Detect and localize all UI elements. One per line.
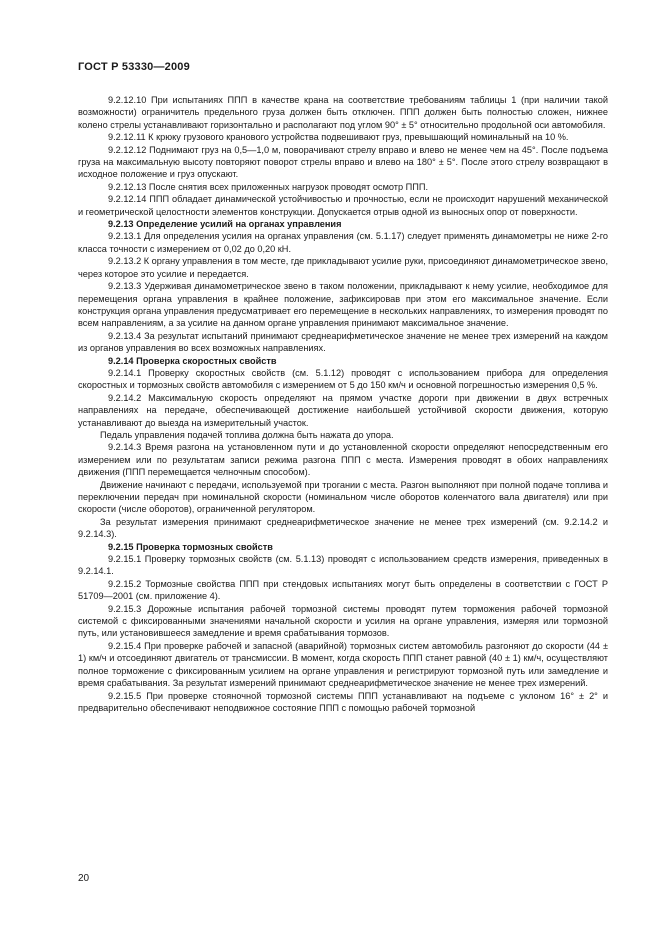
paragraph-9-2-14-3: 9.2.14.3 Время разгона на установленном пути и до установленной скорости определяют непосредственным его измерением или по результатам записи режима разгона ППП с места. Измерения проводят в обоих направлениях движения (ППП перемещается челночным способом). <box>78 442 608 478</box>
paragraph-9-2-15-1: 9.2.15.1 Проверку тормозных свойств (см. 5.1.13) проводят с использованием средств измерения, приведенных в 9.2.14.1. <box>78 554 608 577</box>
paragraph-9-2-13-1: 9.2.13.1 Для определения усилия на органах управления (см. 5.1.17) следует применять динамометры не ниже 2-го класса точности с измерением от 0,02 до 0,20 кН. <box>78 231 608 254</box>
paragraph-9-2-15-4: 9.2.15.4 При проверке рабочей и запасной (аварийной) тормозных систем автомобиль разгоняют до скорости (44 ± 1) км/ч и отсоединяют двигатель от трансмиссии. В момент, когда скорость ППП станет равной (40 ± 1) км/ч, осуществляют полное торможение с фиксированным усилием на органе управления и регистрируют тормозной путь или замедление и время срабатывания. За результат измерений принимают среднеарифметическое значение не менее трех измерений. <box>78 640 608 689</box>
document-header: ГОСТ Р 53330—2009 <box>78 61 190 73</box>
paragraph-9-2-13-2: 9.2.13.2 К органу управления в том месте, где прикладывают усилие руки, присоединяют динамометрическое звено, через которое это усилие и передается. <box>78 256 608 279</box>
paragraph-result: За результат измерения принимают среднеарифметическое значение не менее трех измерений (см. 9.2.14.2 и 9.2.14.3). <box>78 516 608 540</box>
section-heading-9-2-13: 9.2.13 Определение усилий на органах управления <box>108 219 342 230</box>
paragraph-9-2-12-14: 9.2.12.14 ППП обладает динамической устойчивостью и прочностью, если не происходит нарушений механической и геометрической целостности элементов конструкции. Допускается отрыв одной из выносных опор от поверхности. <box>78 194 608 217</box>
paragraph-9-2-12-11: 9.2.12.11 К крюку грузового кранового устройства подвешивают груз, превышающий номинальный на 10 %. <box>108 132 569 143</box>
paragraph-9-2-15-2: 9.2.15.2 Тормозные свойства ППП при стендовых испытаниях могут быть определены в соответствии с ГОСТ Р 51709—2001 (см. приложение 4). <box>78 578 608 602</box>
paragraph-9-2-12-12: 9.2.12.12 Поднимают груз на 0,5—1,0 м, поворачивают стрелу вправо и влево не менее чем на 45°. После подъема груза на максимальную высоту повторяют поворот стрелы вправо и влево на 180° ± 5°. После этого стрелу возвращают в исходное положение и груз опускают. <box>78 144 608 180</box>
paragraph-9-2-12-10: 9.2.12.10 При испытаниях ППП в качестве крана на соответствие требованиям таблицы 1 (при наличии такой возможности) ограничитель предельного груза должен быть отключен. ППП должен быть полностью сложен, нижнее колено стрелы устанавливают горизонтально и располагают под углом 90° ± 5° относительно продольной оси автомобиля. <box>78 95 608 130</box>
paragraph-9-2-13-4: 9.2.13.4 За результат испытаний принимают среднеарифметическое значение не менее трех измерений на каждом из органов управления во всех возможных направлениях. <box>78 330 608 354</box>
paragraph-movement: Движение начинают с передачи, используемой при трогании с места. Разгон выполняют при полной подаче топлива и переключении передач при номинальной скорости (номинальном числе оборотов коленчатого вала двигателя) или при скорости (числе оборотов), ограниченной регулятором. <box>78 479 608 515</box>
paragraph-9-2-15-3: 9.2.15.3 Дорожные испытания рабочей тормозной системы проводят путем торможения рабочей тормозной системой с фиксированными значениями начальной скорости и усилия на органе управления, измеряя или тормозной путь, или установившееся замедление и время срабатывания тормозов. <box>78 603 608 639</box>
paragraph-pedal: Педаль управления подачей топлива должна быть нажата до упора. <box>100 429 394 440</box>
paragraph-9-2-15-5: 9.2.15.5 При проверке стояночной тормозной системы ППП устанавливают на подъеме с уклоном 16° ± 2° и предварительно обеспечивают неподвижное состояние ППП с помощью рабочей тормозной <box>78 690 608 713</box>
section-heading-9-2-15: 9.2.15 Проверка тормозных свойств <box>108 541 273 552</box>
paragraph-9-2-14-2: 9.2.14.2 Максимальную скорость определяют на прямом участке дороги при движении в двух встречных направлениях на передаче, обеспечивающей достижение наибольшей устойчивой скорости движения, которую устанавливают до выезда на измерительный участок. <box>78 392 608 428</box>
paragraph-9-2-14-1: 9.2.14.1 Проверку скоростных свойств (см. 5.1.12) проводят с использованием прибора для определения скоростных и тормозных свойств автомобиля с измерением от 5 до 150 км/ч и основной погрешностью измерения 0,5 %. <box>78 367 608 391</box>
paragraph-9-2-12-13: 9.2.12.13 После снятия всех приложенных нагрузок проводят осмотр ППП. <box>108 181 429 192</box>
page-number: 20 <box>78 873 90 884</box>
document-body <box>78 94 608 714</box>
section-heading-9-2-14: 9.2.14 Проверка скоростных свойств <box>108 355 277 366</box>
paragraph-9-2-13-3: 9.2.13.3 Удерживая динамометрическое звено в таком положении, прикладывают к нему усилие, необходимое для перемещения органа управления в крайнее положение, зафиксировав при этом его максимальное значение. Если конструкция органа управления предусматривает его перемещение в нескольких направлениях, то измерения проводят по всем направлениям, а за усилие на данном органе управления принимают максимальное значение. <box>78 281 608 329</box>
